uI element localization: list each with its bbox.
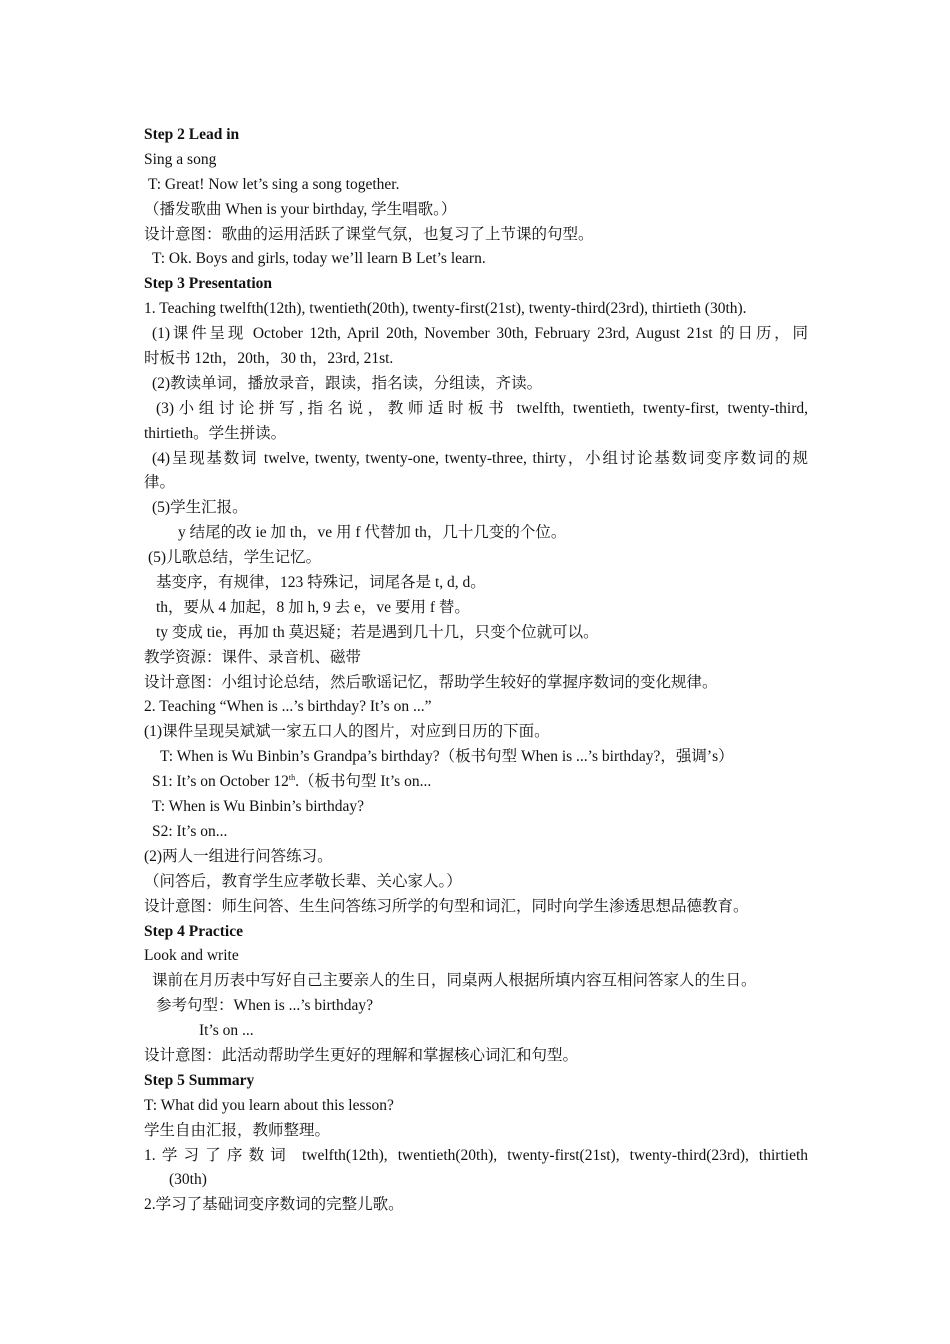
teaching-resources: 教学资源：课件、录音机、磁带: [144, 648, 362, 666]
chant-line: ty 变成 tie，再加 th 莫迟疑；若是遇到几十几，只变个位就可以。: [156, 623, 599, 641]
sub-item-5: (5)学生汇报。: [152, 499, 248, 517]
student-answer: [144, 770, 808, 795]
teaching-item-2: 2. Teaching “When is ...’s birthday? It’s on ...”: [144, 698, 432, 716]
sub-item-5b: (5)儿歌总结，学生记忆。: [148, 549, 322, 567]
design-intent: 设计意图：此活动帮助学生更好的理解和掌握核心词汇和句型。: [144, 1046, 579, 1064]
summary-item-1-cont: (30th): [169, 1171, 207, 1189]
sub-item-1-cont: 时板书 12th，20th，30 th，23rd, 21st.: [144, 350, 394, 368]
design-intent: 设计意图：小组讨论总结，然后歌谣记忆，帮助学生较好的掌握序数词的变化规律。: [144, 673, 718, 691]
education-note: （问答后，教育学生应孝敬长辈、关心家人。）: [144, 872, 462, 890]
sub-item-3-cont: thirtieth。学生拼读。: [144, 424, 287, 442]
question-item-2: (2)两人一组进行问答练习。: [144, 847, 333, 865]
sub-item-2: (2)教读单词，播放录音，跟读，指名读，分组读，齐读。: [152, 374, 543, 392]
student-answer: S2: It’s on...: [152, 822, 228, 840]
teacher-question: T: What did you learn about this lesson?: [144, 1096, 394, 1114]
play-song-note: （播发歌曲 When is your birthday, 学生唱歌。）: [144, 200, 457, 218]
student-report: 学生自由汇报，教师整理。: [144, 1121, 331, 1139]
step5-heading: Step 5 Summary: [144, 1071, 255, 1089]
summary-item-2: 2.学习了基础词变序数词的完整儿歌。: [144, 1196, 404, 1214]
teaching-item-1: 1. Teaching twelfth(12th), twentieth(20th), twenty-first(21st), twenty-third(23rd), thirtieth (30th).: [144, 300, 747, 318]
chant-line: th，要从 4 加起，8 加 h, 9 去 e，ve 要用 f 替。: [156, 598, 470, 616]
student-answer-text: S1: It’s on October 12: [152, 773, 289, 791]
step2-heading: Step 2 Lead in: [144, 126, 240, 143]
reference-sentence: 参考句型：When is ...’s birthday?: [156, 997, 373, 1015]
sub-item-3: (3)小组讨论拼写,指名说，教师适时板书 twelfth, twentieth, twenty-first, twenty-third,: [156, 399, 808, 417]
reference-sentence-2: It’s on ...: [199, 1022, 254, 1040]
rule-text: y 结尾的改 ie 加 th，ve 用 f 代替加 th，几十几变的个位。: [178, 524, 567, 542]
question-item-1: (1)课件呈现吴斌斌一家五口人的图片，对应到日历的下面。: [144, 723, 550, 741]
ordinal-suffix: th: [288, 773, 296, 782]
summary-item-1: 1.学习了序数词 twelfth(12th), twentieth(20th), twenty-first(21st), twenty-third(23rd), thirtieth: [144, 1146, 808, 1164]
teacher-line: T: Great! Now let’s sing a song together.: [148, 175, 400, 193]
sing-a-song: Sing a song: [144, 150, 217, 168]
step3-heading: Step 3 Presentation: [144, 275, 273, 293]
practice-task: 课前在月历表中写好自己主要亲人的生日，同桌两人根据所填内容互相问答家人的生日。: [152, 972, 757, 990]
teacher-question: T: When is Wu Binbin’s Grandpa’s birthday?（板书句型 When is ...’s birthday?，强调’s）: [160, 748, 734, 766]
design-intent: 设计意图：歌曲的运用活跃了课堂气氛，也复习了上节课的句型。: [144, 225, 594, 243]
sub-item-4: (4)呈现基数词 twelve, twenty, twenty-one, twenty-three, thirty，小组讨论基数词变序数词的规: [152, 449, 808, 467]
student-answer-note: .（板书句型 It’s on...: [295, 773, 432, 791]
design-intent: 设计意图：师生问答、生生问答练习所学的句型和词汇，同时向学生渗透思想品德教育。: [144, 897, 749, 915]
sub-item-4-cont: 律。: [144, 474, 176, 492]
chant-line: 基变序，有规律，123 特殊记，词尾各是 t, d, d。: [156, 574, 486, 592]
step4-heading: Step 4 Practice: [144, 922, 243, 940]
document-body: [144, 123, 808, 1218]
sub-item-1: (1)课件呈现 October 12th, April 20th, November 30th, February 23rd, August 21st 的日历，同: [152, 325, 808, 343]
teacher-line: T: Ok. Boys and girls, today we’ll learn B Let’s learn.: [152, 250, 486, 268]
teacher-question: T: When is Wu Binbin’s birthday?: [152, 798, 364, 816]
look-and-write: Look and write: [144, 947, 239, 965]
